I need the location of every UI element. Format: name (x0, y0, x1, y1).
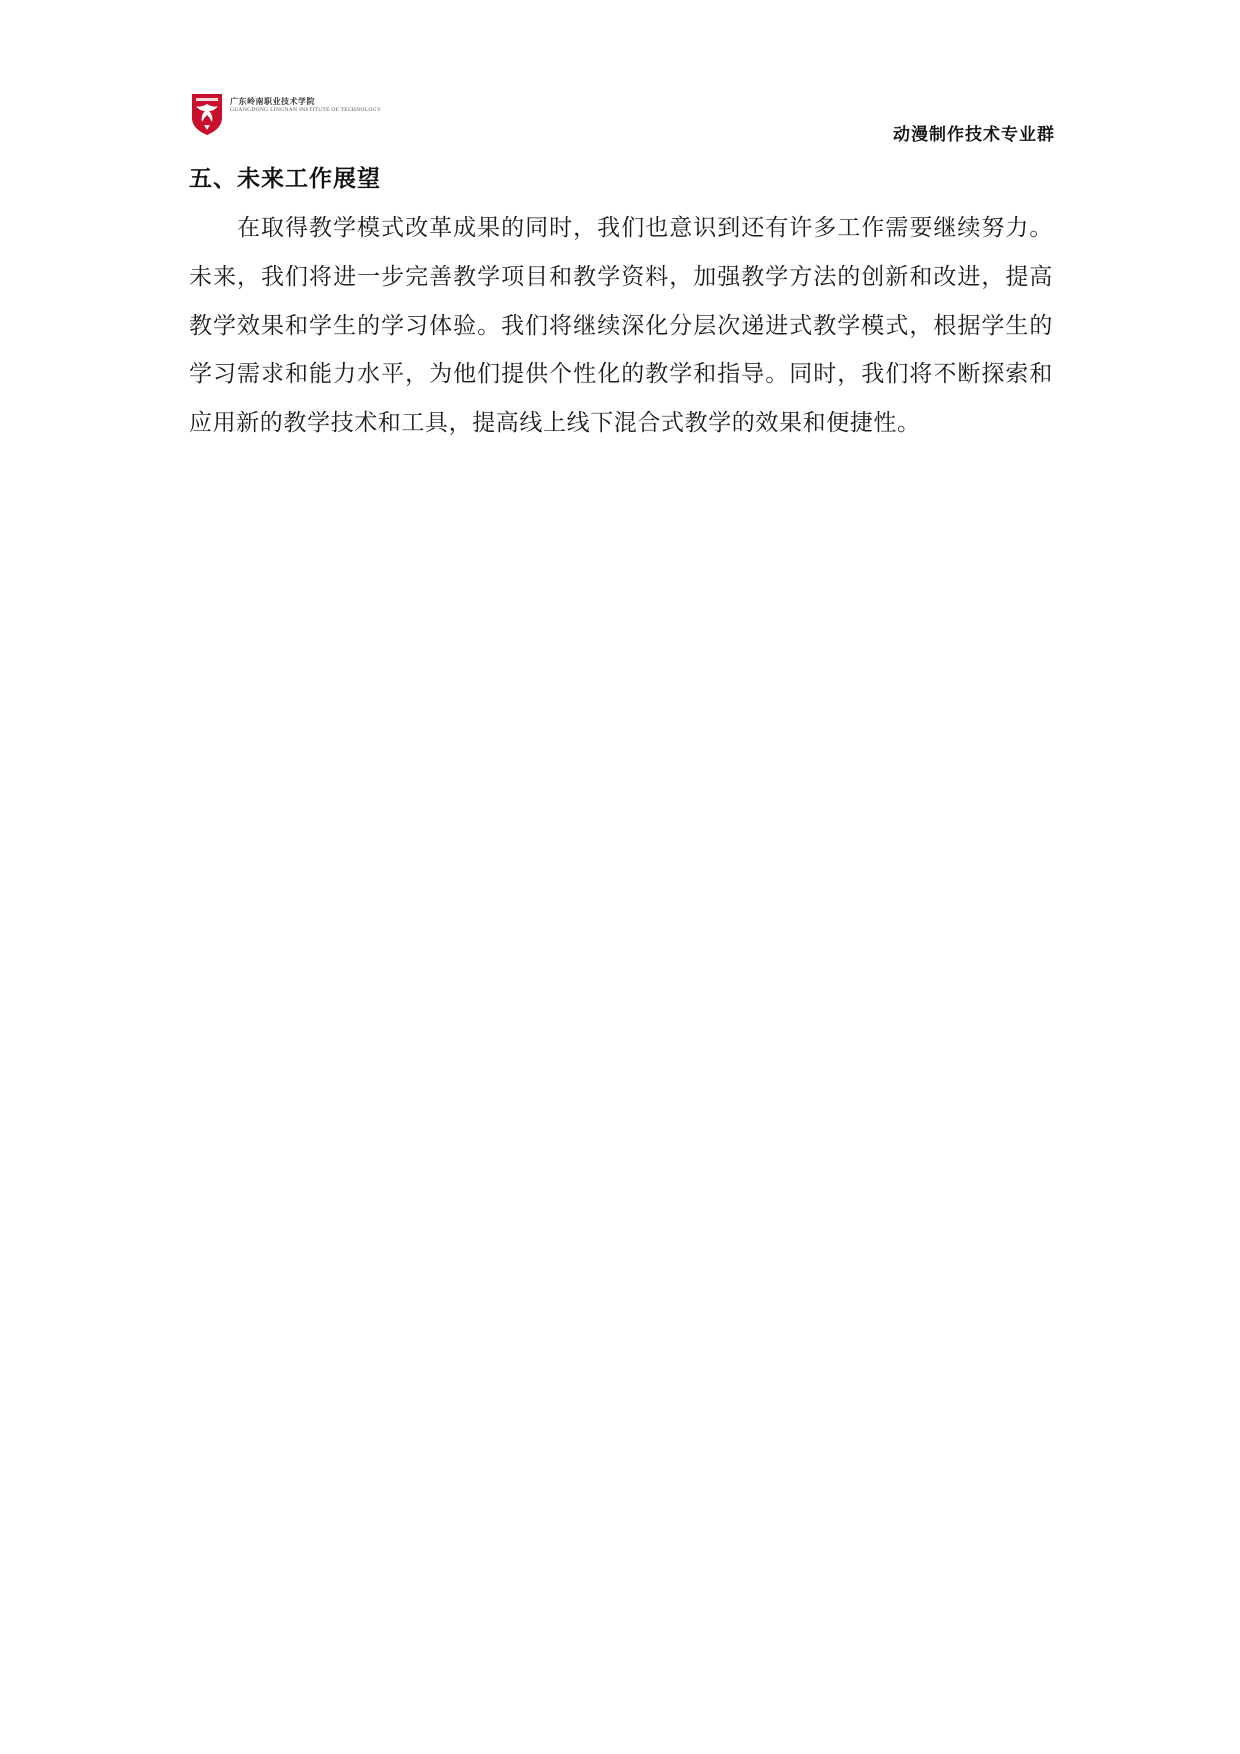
body-paragraph: 在取得教学模式改革成果的同时，我们也意识到还有许多工作需要继续努力。未来，我们将进一步完善教学项目和教学资料，加强教学方法的创新和改进，提高教学效果和学生的学习体验。我们将继续深化分层次递进式教学模式，根据学生的学习需求和能力水平，为他们提供个性化的教学和指导。同时，我们将不断探索和应用新的教学技术和工具，提高线上线下混合式教学的效果和便捷性。 (189, 215, 1053, 437)
institution-logo (190, 92, 381, 138)
header-program-label: 动漫制作技术专业群 (893, 125, 1055, 145)
logo-name-en: GUANGDONG LINGNAN INSTITUTE OF TECHNOLOGY (230, 107, 382, 113)
logo-text (230, 98, 381, 114)
section-heading: 五、未来工作展望 (189, 166, 381, 192)
phoenix-shield-icon (190, 92, 224, 136)
logo-name-cn: 广东岭南职业技术学院 (230, 97, 315, 106)
